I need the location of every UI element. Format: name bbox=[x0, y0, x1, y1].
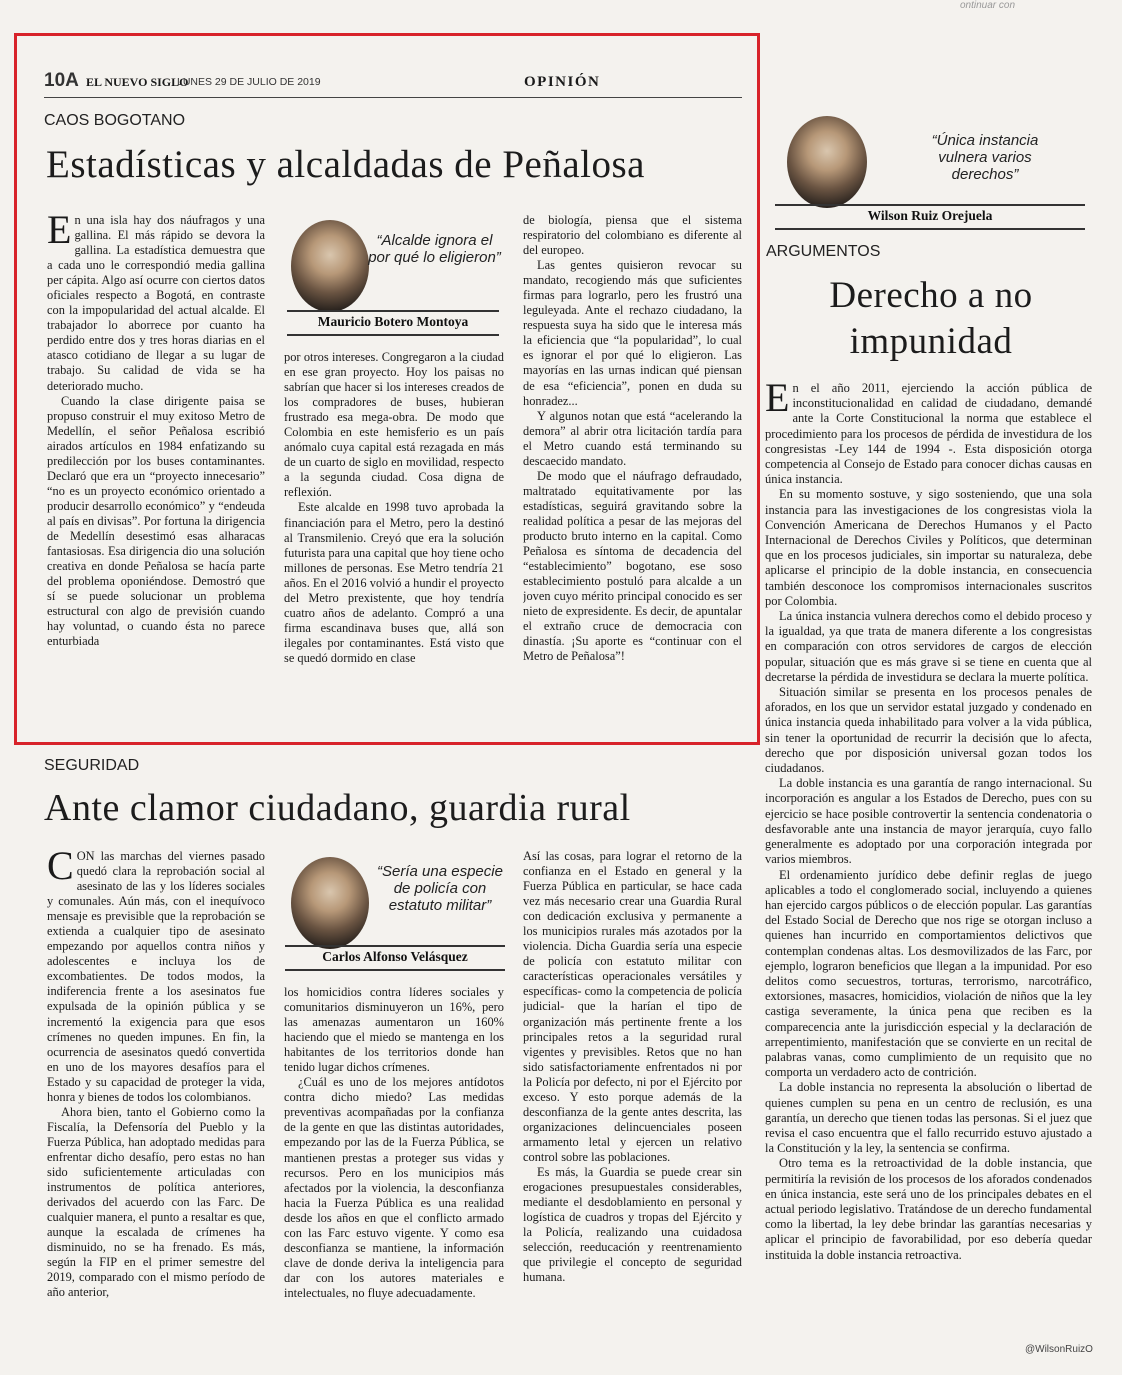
paragraph: La doble instancia no representa la absolución o libertad de quienes cumplen su pena en un centro de reclusión, es una garantía, un derecho que tienen todas las personas. Si el juez que revisa el caso encuentra que el fallo recurrido estuvo ajustado a la Constitución y la ley, la sentencia se confirma. bbox=[765, 1080, 1092, 1156]
paragraph: Las gentes quisieron revocar su mandato, recogiendo más que suficientes firmas para lograrlo, pero les frustró una leguleyada. Ante el rechazo ciudadano, la respuesta suya ha sido que le interesa más la eficiencia que “la popularidad”, lo cual es ignorar el por qué lo eligieron. Las mayorías en las urnas indican qué piensan de esa “eficiencia”, ponen en duda su honradez... bbox=[523, 258, 742, 408]
article1-kicker: CAOS BOGOTANO bbox=[44, 112, 186, 129]
paragraph: n el año 2011, ejerciendo la acción pública de inconstitucionalidad en calidad de ciudadano, demandé ante la Corte Constitucional la norma que establece el procedimiento para los procesos de pérdida de investidura de los congresistas -Ley 144 de 1994 -. Esta disposición otorga competencia al Consejo de Estado para conocer dichas causas en única instancia. bbox=[765, 381, 1092, 487]
paragraph: n una isla hay dos náufragos y una gallina. El más rápido se devora la gallina. La estadística demuestra que a cada uno le correspondió media gallina per cápita. Algo así ocurre con ciertos datos oficiales respecto a Bogotá, en contraste con la impopularidad del actual alcalde. El trabajador lo aborrece por cuanto ha perdido entre dos y tres horas diarias en el atasco cotidiano de llegar a su lugar de trabajo. Su calidad de vida se ha deteriorado mucho. bbox=[47, 213, 265, 393]
author-name-bar bbox=[285, 945, 505, 971]
article3-column bbox=[765, 381, 1092, 1341]
article3-author-box bbox=[775, 112, 1095, 232]
author-name-bar bbox=[287, 310, 499, 336]
paragraph: El ordenamiento jurídico debe definir reglas de juego aplicables a todo el conglomerado social, incluyendo a quienes han ejercido cargos públicos o de elección popular. Las garantías del Estado Social de Derecho que nos rige se otorgan incluso a quienes han incurrido en comportamientos delictivos que contemplan condenas altas. Los desmovilizados de las Farc, por ejemplo, lograron beneficios que llegan a la impunidad. Por eso delitos como secuestros, torturas, terrorismo, narcotráfico, extorsiones, masacres, homicidios, violación de niños que la ley castiga severamente, la única pena que reciben es la comparecencia ante la jurisdicción especial y la declaración de arrepentimiento, manifestación que se convierte en un recital de palabras vanas, como cumplimiento de un requisito que no comporta un verdadero acto de contrición. bbox=[765, 867, 1092, 1080]
article1-column-2 bbox=[284, 350, 504, 710]
paragraph: En su momento sostuve, y sigo sosteniendo, que una sola instancia para las investigaciones de los congresistas viola la Convención Americana de Derechos Humanos y el Pacto Internacional de Derechos Civiles y Políticos, que determinan que en los procesos judiciales, sin importar su naturaleza, debe aplicarse el principio de la doble instancia, en consecuencia también desconoce los compromisos internacionales suscritos por Colombia. bbox=[765, 487, 1092, 608]
author-name: Carlos Alfonso Velásquez bbox=[322, 949, 468, 964]
article1-title: Estadísticas y alcaldadas de Peñalosa bbox=[46, 143, 645, 186]
article2-title: Ante clamor ciudadano, guardia rural bbox=[44, 787, 631, 829]
article2-kicker: SEGURIDAD bbox=[44, 757, 140, 774]
author-photo bbox=[291, 857, 369, 949]
top-edge-remnant: ontinuar con bbox=[960, 0, 1016, 11]
twitter-handle[interactable]: @WilsonRuizO bbox=[1025, 1344, 1093, 1355]
author-photo bbox=[787, 116, 867, 208]
dropcap: C bbox=[47, 849, 74, 888]
paragraph: los homicidios contra líderes sociales y comunitarios disminuyeron un 16%, pero las amenazas aumentaron un 160% haciendo que el miedo se mantenga en los habitantes de los territorios donde han tenido lugar dichos crímenes. bbox=[284, 985, 504, 1075]
paragraph: Ahora bien, tanto el Gobierno como la Fiscalía, la Defensoría del Pueblo y la Fuerza Pública, han adoptado medidas para enfrentar dicho desafío, pero estas no han sido suficientemente articuladas con instrumentos de política anteriores, derivados del acuerdo con las Farc. De cualquier manera, el punto a resaltar es que, aunque la escalada de crímenes ha disminuido, no se ha frenado. Es más, según la FIP en el primer semestre del 2019, comparado con el mismo período de año anterior, bbox=[47, 1104, 265, 1300]
issue-date: LUNES 29 DE JULIO DE 2019 bbox=[177, 76, 321, 88]
page-number: 10A bbox=[44, 70, 79, 91]
paragraph: Así las cosas, para lograr el retorno de la confianza en el Estado en general y la Fuerza Pública en particular, se hace cada vez más necesario crear una Guardia Rural con dedicación exclusiva y permanente a los municipios rurales más azotados por la violencia. Dicha Guardia sería una especie de policía con estatuto militar con características operacionales versátiles y específicas- como la competencia de policía judicial- que la harían el tipo de organización más pertinente frente a los principales retos a la seguridad rural vigentes y previsibles. Retos que no han sido satisfactoriamente enfrentados ni por la Policía por defecto, ni por el Ejército por exceso. Y esto porque además de la desconfianza de la gente antes descrita, las organizaciones delincuenciales poseen armamento letal y ejercen un relativo control sobre las poblaciones. bbox=[523, 849, 742, 1164]
paragraph: de biología, piensa que el sistema respiratorio del colombiano es diferente al del europeo. bbox=[523, 213, 742, 258]
author-photo bbox=[291, 220, 369, 312]
dropcap: E bbox=[765, 381, 790, 420]
paragraph: Situación similar se presenta en los procesos penales de aforados, en los que un servidor estatal juzgado y condenado en única instancia queda inhabilitado para volver a la vida pública, sin tener la oportunidad de recurrir la decisión que lo afecta, derecho que por disposición universal gozan todos los ciudadanos. bbox=[765, 685, 1092, 776]
paper-name: EL NUEVO SIGLO bbox=[86, 75, 189, 89]
paragraph: Y algunos notan que está “acelerando la demora” al abrir otra licitación tardía para el Metro cuando está terminando su descaecido mandato. bbox=[523, 408, 742, 468]
page-header bbox=[44, 70, 734, 94]
article2-column-2 bbox=[284, 985, 504, 1360]
paragraph: La única instancia vulnera derechos como el debido proceso y la igualdad, ya que trata de manera diferente a los congresistas en comparación con otros servidores de cargos de elección popular, situación que es más grave si se tiene en cuenta que al decretarse la pérdida de investidura se declara la muerte política. bbox=[765, 609, 1092, 684]
article1-column-1 bbox=[47, 213, 265, 713]
pull-quote: “Sería una especie de policía con estatuto militar” bbox=[377, 863, 503, 914]
article3-title-line2: impunidad bbox=[849, 321, 1013, 362]
author-name-bar bbox=[775, 204, 1085, 230]
paragraph: por otros intereses. Congregaron a la ciudad en ese gran proyecto. Hoy los paisas no sabrían que hacer si los intereses creados de los compradores de buses, hubieran frustrado esa mega-obra. De modo que Colombia en este hemisferio es un país anómalo cuya capital está rezagada en más de un cuarto de siglo en movilidad, respecto a la segunda ciudad. Cosa digna de reflexión. bbox=[284, 350, 504, 500]
paragraph: Es más, la Guardia se puede crear sin erogaciones presupuestales considerables, mediante el desdoblamiento en personal y logística de cuadros y tropas del Ejército y la Policía, realizando una cuidadosa selección, reeducación y reentrenamiento que privilegie el concepto de seguridad humana. bbox=[523, 1164, 742, 1285]
author-name: Wilson Ruiz Orejuela bbox=[867, 208, 993, 223]
article2-column-1 bbox=[47, 849, 265, 1359]
pull-quote: “Alcalde ignora el por qué lo eligieron” bbox=[368, 232, 501, 266]
header-rule bbox=[44, 97, 742, 98]
paragraph: Cuando la clase dirigente paisa se propuso construir el muy exitoso Metro de Medellín, el señor Peñalosa escribió airados artículos en 1984 enfatizando su predilección por los buses contaminantes. Declaró que era un “proyecto innecesario” “no es un proyecto económico orientado a producir desarrollo económico” y “endeuda al país en divisas”. Por fortuna la dirigencia de Medellín desestimó esas alharacas fantasiosas. Esa dirigencia dio una solución creativa en donde Peñalosa se hacía parte del problema oponiéndose. Demostró que sí se puede solucionar un problema estructural con algo de previsión cuando hay voluntad, o cuando ésta no parece enturbiada bbox=[47, 393, 265, 649]
paragraph: La doble instancia es una garantía de rango internacional. Su incorporación es angular a los Estados de Derecho, pues con su ejercicio se hace posible controvertir la sentencia condenatoria o desfavorable ante una instancia de mayor jerarquía, cuyo fallo generalmente es adoptado por una corporación integrada por varios miembros. bbox=[765, 776, 1092, 867]
article3-title-line1: Derecho a no bbox=[829, 275, 1033, 316]
article2-column-3 bbox=[523, 849, 742, 1359]
article2-author-box bbox=[285, 851, 510, 981]
article3-kicker: ARGUMENTOS bbox=[766, 243, 881, 260]
section-name: OPINIÓN bbox=[524, 74, 601, 90]
dropcap: E bbox=[47, 213, 72, 252]
paragraph: De modo que el náufrago defraudado, maltratado equitativamente por las estadísticas, seguirá gravitando sobre la realidad política a pesar de las mejoras del producto bruto interno en la capital. Como Peñalosa es síntoma de decadencia del “establecimiento” bogotano, ese soso establecimiento postuló para alcalde a un joven cuyo mérito principal conocido es ser nieto de expresidente. Es decir, de apuntalar el extraño cruce de democracia con dinastía. ¡Su aporte es “continuar con el Metro de Peñalosa”! bbox=[523, 468, 742, 664]
author-name: Mauricio Botero Montoya bbox=[317, 314, 469, 329]
paragraph: ON las marchas del viernes pasado quedó clara la reprobación social al asesinato de las y los líderes sociales y comunales. Aún más, con el inequívoco mensaje es previsible que la reprobación se extienda a cualquier tipo de asesinato empezando por aquellos contra niños y adolescentes e incluya los de excombatientes. De todos modos, la indiferencia frente a los asesinatos fue expulsada de la opinión pública y se incrementó la exigencia para que esos crímenes no queden impunes. En fin, la ocurrencia de asesinatos quedó convertida en uno de los mayores desafíos para el Estado y su capacidad de proteger la vida, honra y bienes de todos los colombianos. bbox=[47, 849, 265, 1104]
article1-author-box bbox=[287, 214, 507, 344]
article1-column-3 bbox=[523, 213, 742, 713]
paragraph: Otro tema es la retroactividad de la doble instancia, que permitiría la revisión de los procesos de los aforados condenados en única instancia, este será uno de los principales debates en el actual periodo legislativo. Tratándose de un derecho fundamental como la libertad, la ley debe brindar las garantías necesarias y aplicar el principio de favorabilidad, por eso debería quedar instituida la doble instancia retroactiva. bbox=[765, 1156, 1092, 1262]
pull-quote: “Única instancia vulnera varios derechos” bbox=[931, 132, 1039, 183]
paragraph: Este alcalde en 1998 tuvo aprobada la financiación para el Metro, pero la destinó al Transmilenio. Creyó que era la solución futurista para una capital que hoy tiene ocho millones de personas. Ese Metro tendría 21 años. En el 2016 volvió a hundir el proyecto del Metro prexistente, que hoy tendría cuatro años de adelanto. Compró a una firma escandinava buses que, allá son ilegales por contaminantes. Está visto que se quedó dormido en clase bbox=[284, 500, 504, 665]
paragraph: ¿Cuál es uno de los mejores antídotos contra dicho miedo? Las medidas preventivas acompañadas por la confianza de la gente en que las distintas autoridades, empezando por las de la Fuerza Pública, se mantienen prestas a proteger sus vidas y recursos. Pero en los municipios más afectados por la violencia, la desconfianza hacia la Fuerza Pública es una realidad desde los años en que el conflicto armado con las Farc estuvo vigente. Y como esa desconfianza se mantiene, la información clave de donde deriva la inteligencia para dar con los autores materiales e intelectuales, no fluye adecuadamente. bbox=[284, 1075, 504, 1300]
